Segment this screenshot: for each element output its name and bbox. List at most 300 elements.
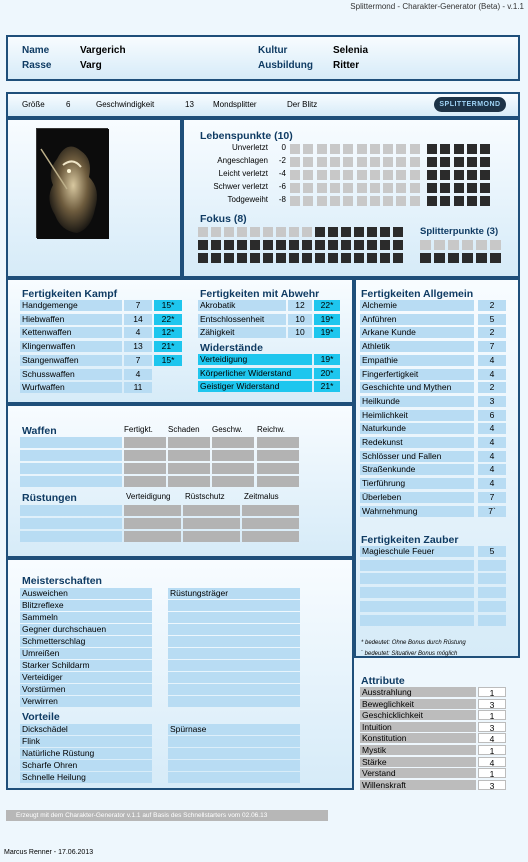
- attribute-name: Verstand: [360, 768, 476, 778]
- armor-stat-cell: [124, 505, 181, 516]
- splinter-square: [490, 240, 501, 250]
- mastery-left: Blitzreflexe: [20, 600, 152, 611]
- mastery-right: [168, 684, 300, 695]
- focus-square: [211, 227, 221, 237]
- general-skill-name: Anführen: [360, 314, 474, 325]
- focus-square: [263, 240, 273, 250]
- health-box-square: [440, 183, 450, 193]
- health-box-square: [370, 144, 380, 154]
- advantage-left: Flink: [20, 736, 152, 747]
- character-portrait: [36, 128, 108, 238]
- attribute-name: Intuition: [360, 722, 476, 732]
- race-label: Rasse: [22, 60, 52, 71]
- general-skill-name: Fingerfertigkeit: [360, 369, 474, 380]
- weapon-stat-cell: [257, 476, 299, 487]
- health-box-square: [410, 170, 420, 180]
- health-box-square: [480, 144, 490, 154]
- health-box-square: [330, 183, 340, 193]
- armor-column-header: Rüstschutz: [185, 492, 225, 501]
- health-box-square: [396, 157, 406, 167]
- splinter-square: [476, 240, 487, 250]
- weapon-name-cell: [20, 463, 122, 474]
- health-box-square: [343, 196, 353, 206]
- general-skill-name: Heilkunde: [360, 396, 474, 407]
- health-box-square: [454, 144, 464, 154]
- general-skill-value: 4: [478, 355, 506, 366]
- attribute-value: 1: [478, 687, 506, 697]
- author-note: Marcus Renner - 17.06.2013: [4, 849, 94, 856]
- health-box-square: [357, 183, 367, 193]
- attribute-name: Konstitution: [360, 733, 476, 743]
- identity-box: [6, 35, 520, 81]
- magic-skill-name: [360, 573, 474, 584]
- name-value: Vargerich: [80, 45, 126, 56]
- health-row-label: Todgeweiht: [227, 195, 268, 204]
- attribute-name: Stärke: [360, 757, 476, 767]
- advantage-right: Spürnase: [168, 724, 300, 735]
- resistances-title: Widerstände: [200, 342, 263, 354]
- health-box-square: [467, 170, 477, 180]
- health-box-square: [383, 183, 393, 193]
- focus-square: [250, 240, 260, 250]
- focus-square: [354, 253, 364, 263]
- health-box-square: [454, 157, 464, 167]
- splinter-square: [420, 253, 431, 263]
- focus-square: [393, 227, 403, 237]
- combat-skill-name: Hiebwaffen: [20, 314, 122, 325]
- advantage-right: [168, 736, 300, 747]
- health-row-label: Leicht verletzt: [218, 169, 268, 178]
- attribute-value: 1: [478, 745, 506, 755]
- weapon-stat-cell: [212, 476, 254, 487]
- weapon-stat-cell: [124, 437, 166, 448]
- advantage-left: Schnelle Heilung: [20, 772, 152, 783]
- focus-square: [224, 227, 234, 237]
- armor-stat-cell: [183, 505, 240, 516]
- title-bar: Splittermond - Charakter-Generator (Beta) - v.1.1: [350, 2, 524, 11]
- mastery-right: [168, 672, 300, 683]
- health-row-malus: -6: [278, 182, 286, 191]
- resistance-value: 19*: [314, 354, 340, 365]
- splinter-title: Splitterpunkte (3): [420, 226, 499, 237]
- health-box-square: [454, 170, 464, 180]
- focus-square: [250, 253, 260, 263]
- health-row-malus: 0: [281, 143, 286, 152]
- attribute-value: 3: [478, 699, 506, 709]
- magic-title: Fertigkeiten Zauber: [361, 534, 459, 546]
- general-skill-name: Tierführung: [360, 478, 474, 489]
- health-box-square: [383, 196, 393, 206]
- focus-square: [380, 253, 390, 263]
- focus-square: [276, 240, 286, 250]
- focus-square: [315, 227, 325, 237]
- focus-square: [302, 253, 312, 263]
- focus-square: [263, 227, 273, 237]
- health-box-square: [370, 157, 380, 167]
- magic-skill-name: Magieschule Feuer: [360, 546, 474, 557]
- magic-skill-name: [360, 601, 474, 612]
- splinter-square: [448, 253, 459, 263]
- focus-square: [289, 227, 299, 237]
- health-box-square: [290, 196, 300, 206]
- armor-name-cell: [20, 531, 122, 542]
- mastery-left: Verwirren: [20, 696, 152, 707]
- defense-skill-total: 22*: [314, 300, 340, 311]
- focus-square: [289, 253, 299, 263]
- health-box-square: [330, 157, 340, 167]
- splinter-square: [462, 240, 473, 250]
- health-box-square: [370, 196, 380, 206]
- focus-square: [341, 227, 351, 237]
- combat-skill-value: 14: [124, 314, 152, 325]
- mastery-left: Umreißen: [20, 648, 152, 659]
- attribute-value: 1: [478, 768, 506, 778]
- mastery-right: [168, 624, 300, 635]
- health-box-square: [467, 196, 477, 206]
- health-row-label: Schwer verletzt: [213, 182, 268, 191]
- focus-square: [276, 227, 286, 237]
- attribute-value: 1: [478, 710, 506, 720]
- health-box-square: [427, 170, 437, 180]
- attribute-value: 3: [478, 780, 506, 790]
- defense-skill-name: Entschlossenheit: [198, 314, 286, 325]
- armor-name-cell: [20, 518, 122, 529]
- magic-skill-name: [360, 587, 474, 598]
- combat-skill-value: 11: [124, 382, 152, 393]
- advantage-left: Natürliche Rüstung: [20, 748, 152, 759]
- focus-square: [289, 240, 299, 250]
- armor-stat-cell: [183, 531, 240, 542]
- focus-square: [224, 240, 234, 250]
- weapon-stat-cell: [257, 437, 299, 448]
- mastery-left: Gegner durchschauen: [20, 624, 152, 635]
- mastery-left: Ausweichen: [20, 588, 152, 599]
- health-box-square: [440, 196, 450, 206]
- armor-stat-cell: [242, 505, 299, 516]
- mastery-right: [168, 660, 300, 671]
- health-box-square: [427, 157, 437, 167]
- general-skill-name: Schlösser und Fallen: [360, 451, 474, 462]
- mastery-left: Sammeln: [20, 612, 152, 623]
- combat-skill-name: Schusswaffen: [20, 369, 122, 380]
- splinter-square: [434, 253, 445, 263]
- weapon-stat-cell: [124, 450, 166, 461]
- focus-square: [302, 240, 312, 250]
- weapon-stat-cell: [212, 450, 254, 461]
- combat-skill-name: Kettenwaffen: [20, 327, 122, 338]
- weapons-title: Waffen: [22, 425, 57, 437]
- focus-square: [250, 227, 260, 237]
- health-box-square: [383, 157, 393, 167]
- training-value: Ritter: [333, 60, 360, 71]
- defense-skill-name: Zähigkeit: [198, 327, 286, 338]
- health-box-square: [357, 196, 367, 206]
- health-box-square: [410, 144, 420, 154]
- health-title: Lebenspunkte (10): [200, 130, 293, 142]
- focus-title: Fokus (8): [200, 213, 247, 225]
- splittermond-logo: SPLITTERMOND: [434, 97, 506, 112]
- combat-skill-value: 13: [124, 341, 152, 352]
- combat-skill-value: 7: [124, 355, 152, 366]
- health-box-square: [410, 196, 420, 206]
- weapon-stat-cell: [168, 476, 210, 487]
- general-skill-name: Redekunst: [360, 437, 474, 448]
- health-box-square: [480, 157, 490, 167]
- combat-skill-total: 21*: [154, 341, 182, 352]
- general-skill-value: 4: [478, 369, 506, 380]
- health-row-malus: -2: [278, 156, 286, 165]
- splinter-square: [490, 253, 501, 263]
- weapon-stat-cell: [168, 450, 210, 461]
- advantage-right: [168, 760, 300, 771]
- magic-skill-value: [478, 615, 506, 626]
- general-skill-name: Geschichte und Mythen: [360, 382, 474, 393]
- masteries-title: Meisterschaften: [22, 575, 102, 587]
- health-box-square: [303, 157, 313, 167]
- weapons-column-header: Fertigkt.: [124, 425, 153, 434]
- resistance-value: 21*: [314, 381, 340, 392]
- health-box-square: [440, 144, 450, 154]
- attribute-name: Geschicklichkeit: [360, 710, 476, 720]
- combat-skill-value: 4: [124, 369, 152, 380]
- health-box-square: [343, 157, 353, 167]
- health-box-square: [343, 144, 353, 154]
- combat-skill-total: 15*: [154, 355, 182, 366]
- general-skill-value: 7`: [478, 506, 506, 517]
- health-box-square: [396, 196, 406, 206]
- focus-square: [380, 240, 390, 250]
- weapon-name-cell: [20, 437, 122, 448]
- health-box-square: [480, 183, 490, 193]
- health-box-square: [330, 144, 340, 154]
- general-skill-value: 2: [478, 382, 506, 393]
- size-value: 6: [66, 100, 71, 109]
- combat-skill-name: Wurfwaffen: [20, 382, 122, 393]
- weapon-name-cell: [20, 450, 122, 461]
- health-box-square: [303, 196, 313, 206]
- general-skill-name: Empathie: [360, 355, 474, 366]
- health-box-square: [427, 183, 437, 193]
- general-skill-name: Alchemie: [360, 300, 474, 311]
- focus-square: [263, 253, 273, 263]
- combat-skill-total: 12*: [154, 327, 182, 338]
- general-skill-value: 7: [478, 341, 506, 352]
- health-box-square: [440, 170, 450, 180]
- health-box-square: [317, 157, 327, 167]
- health-box-square: [396, 183, 406, 193]
- health-box-square: [467, 183, 477, 193]
- health-box-square: [290, 144, 300, 154]
- health-box-square: [383, 144, 393, 154]
- general-skill-name: Straßenkunde: [360, 464, 474, 475]
- weapon-stat-cell: [257, 463, 299, 474]
- splinter-square: [476, 253, 487, 263]
- focus-square: [341, 253, 351, 263]
- attribute-name: Mystik: [360, 745, 476, 755]
- defense-skill-name: Akrobatik: [198, 300, 286, 311]
- mastery-right: [168, 648, 300, 659]
- armor-stat-cell: [242, 531, 299, 542]
- health-box-square: [330, 196, 340, 206]
- magic-skill-name: [360, 615, 474, 626]
- mastery-right: [168, 600, 300, 611]
- defense-skill-total: 19*: [314, 327, 340, 338]
- health-box-square: [303, 144, 313, 154]
- general-skill-value: 5: [478, 314, 506, 325]
- advantage-left: Scharfe Ohren: [20, 760, 152, 771]
- magic-skill-name: [360, 560, 474, 571]
- general-skill-value: 4: [478, 451, 506, 462]
- health-box-square: [303, 183, 313, 193]
- focus-square: [315, 240, 325, 250]
- focus-square: [367, 240, 377, 250]
- mastery-right: [168, 696, 300, 707]
- health-box-square: [410, 157, 420, 167]
- focus-square: [367, 253, 377, 263]
- focus-square: [198, 227, 208, 237]
- general-skill-name: Überleben: [360, 492, 474, 503]
- generator-note: Erzeugt mit dem Charakter-Generator v.1.1 auf Basis des Schnellstarters vom 02.06.13: [6, 810, 328, 821]
- focus-square: [224, 253, 234, 263]
- combat-skill-name: Stangenwaffen: [20, 355, 122, 366]
- focus-square: [276, 253, 286, 263]
- mastery-left: Vorstürmen: [20, 684, 152, 695]
- general-skill-value: 4: [478, 464, 506, 475]
- race-value: Varg: [80, 60, 102, 71]
- health-box-square: [480, 196, 490, 206]
- armor-column-header: Verteidigung: [126, 492, 171, 501]
- general-skill-value: 7: [478, 492, 506, 503]
- focus-square: [211, 253, 221, 263]
- weapons-column-header: Schaden: [168, 425, 200, 434]
- general-skill-name: Wahrnehmung: [360, 506, 474, 517]
- mastery-left: Verteidiger: [20, 672, 152, 683]
- combat-skill-value: 4: [124, 327, 152, 338]
- attribute-value: 3: [478, 722, 506, 732]
- moonsplinter-value: Der Blitz: [287, 100, 318, 109]
- splinter-square: [462, 253, 473, 263]
- health-box-square: [383, 170, 393, 180]
- weapon-stat-cell: [168, 437, 210, 448]
- general-skill-name: Heimlichkeit: [360, 410, 474, 421]
- weapon-stat-cell: [212, 463, 254, 474]
- focus-square: [198, 253, 208, 263]
- health-box-square: [290, 183, 300, 193]
- splinter-square: [420, 240, 431, 250]
- health-box-square: [467, 157, 477, 167]
- health-box-square: [410, 183, 420, 193]
- general-title: Fertigkeiten Allgemein: [361, 288, 474, 300]
- magic-skill-value: [478, 601, 506, 612]
- splinter-square: [448, 240, 459, 250]
- weapon-stat-cell: [212, 437, 254, 448]
- magic-skill-value: 5: [478, 546, 506, 557]
- focus-square: [237, 227, 247, 237]
- general-skill-value: 4: [478, 423, 506, 434]
- health-row-malus: -8: [278, 195, 286, 204]
- health-box-square: [440, 157, 450, 167]
- combat-skill-name: Handgemenge: [20, 300, 122, 311]
- health-box-square: [370, 170, 380, 180]
- health-box-square: [454, 183, 464, 193]
- focus-square: [198, 240, 208, 250]
- health-row-label: Angeschlagen: [217, 156, 268, 165]
- defense-skill-total: 19*: [314, 314, 340, 325]
- focus-square: [328, 253, 338, 263]
- health-box-square: [370, 183, 380, 193]
- general-skill-value: 2: [478, 327, 506, 338]
- health-box-square: [396, 170, 406, 180]
- health-box-square: [330, 170, 340, 180]
- weapon-stat-cell: [124, 463, 166, 474]
- armor-stat-cell: [124, 518, 181, 529]
- name-label: Name: [22, 45, 50, 56]
- resistance-name: Körperlicher Widerstand: [198, 368, 312, 379]
- general-skill-name: Athletik: [360, 341, 474, 352]
- focus-square: [341, 240, 351, 250]
- mastery-left: Schmetterschlag: [20, 636, 152, 647]
- resistance-value: 20*: [314, 368, 340, 379]
- moonsplinter-label: Mondsplitter: [213, 100, 257, 109]
- health-box-square: [290, 157, 300, 167]
- health-box-square: [480, 170, 490, 180]
- focus-square: [393, 240, 403, 250]
- health-box-square: [290, 170, 300, 180]
- magic-skill-value: [478, 560, 506, 571]
- health-box-square: [427, 144, 437, 154]
- combat-title: Fertigkeiten Kampf: [22, 288, 118, 300]
- splinter-square: [434, 240, 445, 250]
- advantage-right: [168, 748, 300, 759]
- magic-skill-value: [478, 587, 506, 598]
- general-skill-value: 3: [478, 396, 506, 407]
- focus-square: [354, 227, 364, 237]
- magic-skill-value: [478, 573, 506, 584]
- health-box-square: [357, 157, 367, 167]
- armor-stat-cell: [183, 518, 240, 529]
- culture-label: Kultur: [258, 45, 288, 56]
- general-skill-value: 6: [478, 410, 506, 421]
- weapons-column-header: Reichw.: [257, 425, 286, 434]
- training-label: Ausbildung: [258, 60, 313, 71]
- note-situative: ` bedeutet: Situativer Bonus möglich: [361, 651, 458, 657]
- focus-square: [354, 240, 364, 250]
- focus-square: [380, 227, 390, 237]
- health-box-square: [343, 170, 353, 180]
- mastery-right: [168, 636, 300, 647]
- general-skill-name: Naturkunde: [360, 423, 474, 434]
- defense-skill-value: 10: [288, 314, 312, 325]
- attributes-title: Attribute: [361, 675, 405, 687]
- focus-square: [315, 253, 325, 263]
- health-box-square: [317, 183, 327, 193]
- armor-title: Rüstungen: [22, 492, 77, 504]
- attribute-name: Willenskraft: [360, 780, 476, 790]
- resistance-name: Verteidigung: [198, 354, 312, 365]
- weapon-stat-cell: [124, 476, 166, 487]
- health-box-square: [317, 144, 327, 154]
- health-row-malus: -4: [278, 169, 286, 178]
- mastery-left: Starker Schildarm: [20, 660, 152, 671]
- combat-skill-name: Klingenwaffen: [20, 341, 122, 352]
- culture-value: Selenia: [333, 45, 369, 56]
- resistance-name: Geistiger Widerstand: [198, 381, 312, 392]
- armor-stat-cell: [124, 531, 181, 542]
- weapons-column-header: Geschw.: [212, 425, 243, 434]
- attribute-name: Ausstrahlung: [360, 687, 476, 697]
- speed-label: Geschwindigkeit: [96, 100, 155, 109]
- general-skill-name: Arkane Kunde: [360, 327, 474, 338]
